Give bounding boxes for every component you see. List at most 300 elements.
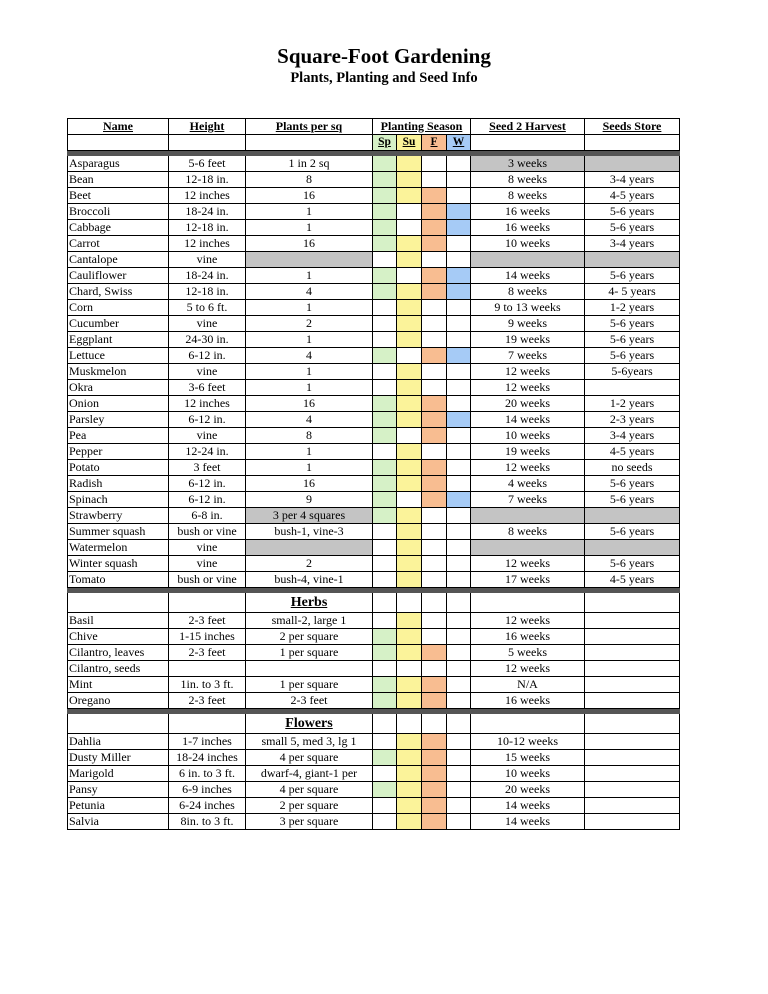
- seed-to-harvest: 3 weeks: [471, 156, 585, 172]
- season-summer-cell: [397, 629, 422, 645]
- plant-name: Corn: [68, 300, 169, 316]
- season-winter-cell: [447, 332, 471, 348]
- seed-to-harvest: 15 weeks: [471, 750, 585, 766]
- plant-name: Winter squash: [68, 556, 169, 572]
- plants-per-square: 16: [246, 396, 373, 412]
- seed-to-harvest: 14 weeks: [471, 814, 585, 830]
- season-winter-cell: [447, 693, 471, 709]
- seed-to-harvest: 10 weeks: [471, 236, 585, 252]
- seed-to-harvest: 16 weeks: [471, 629, 585, 645]
- season-spring-cell: [373, 188, 397, 204]
- table-row: [68, 268, 680, 284]
- plants-per-square: 1: [246, 268, 373, 284]
- seed-to-harvest: 8 weeks: [471, 524, 585, 540]
- col-plants-header: Plants per sq: [246, 119, 373, 135]
- plant-height: vine: [169, 364, 246, 380]
- season-winter-cell: [447, 492, 471, 508]
- table-row: [68, 645, 680, 661]
- blank-cell: [447, 593, 471, 613]
- plant-height: vine: [169, 252, 246, 268]
- seeds-store: [585, 156, 680, 172]
- season-spring-cell: [373, 364, 397, 380]
- seeds-store: 5-6 years: [585, 204, 680, 220]
- plant-name: Eggplant: [68, 332, 169, 348]
- table-row: [68, 332, 680, 348]
- season-summer-cell: [397, 252, 422, 268]
- season-summer-cell: [397, 172, 422, 188]
- season-spring-cell: [373, 460, 397, 476]
- table-row: [68, 508, 680, 524]
- season-winter-cell: [447, 236, 471, 252]
- plant-height: vine: [169, 428, 246, 444]
- season-winter-cell: [447, 613, 471, 629]
- plant-height: 18-24 in.: [169, 204, 246, 220]
- season-winter-cell: [447, 476, 471, 492]
- season-fall-cell: [422, 156, 447, 172]
- seed-to-harvest: 19 weeks: [471, 444, 585, 460]
- table-row: [68, 476, 680, 492]
- season-summer-cell: [397, 556, 422, 572]
- table-row: [68, 396, 680, 412]
- table-row: [68, 428, 680, 444]
- blank-cell: [373, 593, 397, 613]
- plants-per-square: 1: [246, 300, 373, 316]
- table-body: [68, 151, 680, 830]
- season-fall-cell: [422, 629, 447, 645]
- seeds-store: [585, 766, 680, 782]
- seeds-store: [585, 814, 680, 830]
- plant-height: 6-12 in.: [169, 412, 246, 428]
- plants-per-square: 1 per square: [246, 645, 373, 661]
- section-heading-row: [68, 593, 680, 613]
- seed-to-harvest: 20 weeks: [471, 396, 585, 412]
- plant-name: Cilantro, leaves: [68, 645, 169, 661]
- plant-height: 3-6 feet: [169, 380, 246, 396]
- blank-cell: [397, 714, 422, 734]
- plant-name: Dusty Miller: [68, 750, 169, 766]
- season-winter-cell: [447, 782, 471, 798]
- season-fall-cell: [422, 645, 447, 661]
- season-spring-cell: [373, 284, 397, 300]
- table-row: [68, 629, 680, 645]
- season-fall-cell: [422, 236, 447, 252]
- season-spring-cell: [373, 693, 397, 709]
- season-winter-cell: [447, 188, 471, 204]
- plants-per-square: 8: [246, 172, 373, 188]
- plant-height: 1in. to 3 ft.: [169, 677, 246, 693]
- season-winter-cell: [447, 661, 471, 677]
- plant-height: 12 inches: [169, 188, 246, 204]
- table-row: [68, 798, 680, 814]
- season-fall-cell: [422, 572, 447, 588]
- plant-name: Pepper: [68, 444, 169, 460]
- season-summer-cell: [397, 316, 422, 332]
- season-winter-cell: [447, 645, 471, 661]
- season-fall-cell: [422, 172, 447, 188]
- season-spring-cell: [373, 492, 397, 508]
- col-harvest-header: Seed 2 Harvest: [471, 119, 585, 135]
- plant-height: 12-18 in.: [169, 172, 246, 188]
- seeds-store: [585, 782, 680, 798]
- seeds-store: [585, 629, 680, 645]
- plant-height: 8in. to 3 ft.: [169, 814, 246, 830]
- table-row: [68, 172, 680, 188]
- blank-cell: [169, 593, 246, 613]
- seeds-store: 3-4 years: [585, 428, 680, 444]
- season-fall-cell: [422, 380, 447, 396]
- season-summer-cell: [397, 508, 422, 524]
- plant-height: 6-9 inches: [169, 782, 246, 798]
- seeds-store: [585, 645, 680, 661]
- season-fall-cell: [422, 220, 447, 236]
- season-spring-cell: [373, 428, 397, 444]
- plant-name: Pea: [68, 428, 169, 444]
- season-spring-cell: [373, 677, 397, 693]
- season-summer-cell: [397, 300, 422, 316]
- seed-to-harvest: 17 weeks: [471, 572, 585, 588]
- col-season-header: Planting Season: [373, 119, 471, 135]
- season-winter-cell: [447, 428, 471, 444]
- seeds-store: [585, 750, 680, 766]
- plant-name: Onion: [68, 396, 169, 412]
- plant-name: Pansy: [68, 782, 169, 798]
- seeds-store: 4-5 years: [585, 188, 680, 204]
- season-fall-cell: [422, 476, 447, 492]
- col-name-header: Name: [68, 119, 169, 135]
- season-spring-cell: [373, 814, 397, 830]
- plants-per-square: 9: [246, 492, 373, 508]
- table-row: [68, 348, 680, 364]
- season-spring-cell: [373, 524, 397, 540]
- season-fall-cell: [422, 734, 447, 750]
- garden-table: [67, 118, 680, 830]
- season-summer-cell: [397, 156, 422, 172]
- plants-per-square: 3 per square: [246, 814, 373, 830]
- season-summer-cell: [397, 677, 422, 693]
- plants-per-square: 16: [246, 188, 373, 204]
- plants-per-square: 1: [246, 460, 373, 476]
- seeds-store: 5-6 years: [585, 492, 680, 508]
- season-spring-cell: [373, 782, 397, 798]
- season-fall-header: F: [422, 135, 447, 151]
- seed-to-harvest: 14 weeks: [471, 412, 585, 428]
- season-fall-cell: [422, 782, 447, 798]
- plant-height: 18-24 in.: [169, 268, 246, 284]
- season-spring-cell: [373, 252, 397, 268]
- season-spring-cell: [373, 629, 397, 645]
- seed-to-harvest: 8 weeks: [471, 172, 585, 188]
- season-fall-cell: [422, 300, 447, 316]
- seed-to-harvest: 9 weeks: [471, 316, 585, 332]
- table-row: [68, 734, 680, 750]
- table-row: [68, 188, 680, 204]
- season-winter-cell: [447, 444, 471, 460]
- seeds-store: 5-6 years: [585, 348, 680, 364]
- season-winter-cell: [447, 316, 471, 332]
- plants-per-square: 4: [246, 412, 373, 428]
- plant-height: bush or vine: [169, 524, 246, 540]
- seeds-store: 5-6 years: [585, 268, 680, 284]
- season-fall-cell: [422, 252, 447, 268]
- season-fall-cell: [422, 428, 447, 444]
- seed-to-harvest: 8 weeks: [471, 188, 585, 204]
- season-spring-cell: [373, 661, 397, 677]
- plant-name: Marigold: [68, 766, 169, 782]
- plants-per-square: 2 per square: [246, 629, 373, 645]
- season-spring-cell: [373, 444, 397, 460]
- plant-name: Summer squash: [68, 524, 169, 540]
- table-row: [68, 204, 680, 220]
- season-spring-cell: [373, 476, 397, 492]
- table-row: [68, 252, 680, 268]
- season-spring-cell: [373, 645, 397, 661]
- season-winter-cell: [447, 380, 471, 396]
- table-row: [68, 766, 680, 782]
- seeds-store: 4-5 years: [585, 572, 680, 588]
- seed-to-harvest: 12 weeks: [471, 380, 585, 396]
- season-spring-cell: [373, 412, 397, 428]
- seeds-store: 3-4 years: [585, 236, 680, 252]
- plant-name: Muskmelon: [68, 364, 169, 380]
- plant-height: 6-12 in.: [169, 348, 246, 364]
- seed-to-harvest: 12 weeks: [471, 556, 585, 572]
- plant-name: Radish: [68, 476, 169, 492]
- season-winter-cell: [447, 734, 471, 750]
- plant-name: Oregano: [68, 693, 169, 709]
- season-summer-cell: [397, 572, 422, 588]
- plants-per-square: 2-3 feet: [246, 693, 373, 709]
- season-winter-cell: [447, 524, 471, 540]
- plant-name: Salvia: [68, 814, 169, 830]
- plant-name: Okra: [68, 380, 169, 396]
- seeds-store: 4-5 years: [585, 444, 680, 460]
- season-fall-cell: [422, 204, 447, 220]
- plant-height: 6 in. to 3 ft.: [169, 766, 246, 782]
- season-summer-header: Su: [397, 135, 422, 151]
- season-spring-cell: [373, 508, 397, 524]
- seeds-store: 2-3 years: [585, 412, 680, 428]
- seed-to-harvest: [471, 540, 585, 556]
- season-fall-cell: [422, 540, 447, 556]
- season-fall-cell: [422, 766, 447, 782]
- plant-name: Spinach: [68, 492, 169, 508]
- season-summer-cell: [397, 396, 422, 412]
- seed-to-harvest: 12 weeks: [471, 661, 585, 677]
- season-winter-cell: [447, 540, 471, 556]
- blank-cell: [585, 593, 680, 613]
- season-winter-cell: [447, 750, 471, 766]
- seed-to-harvest: 12 weeks: [471, 613, 585, 629]
- plants-per-square: [246, 540, 373, 556]
- plant-height: 18-24 inches: [169, 750, 246, 766]
- season-summer-cell: [397, 284, 422, 300]
- plant-height: 12 inches: [169, 236, 246, 252]
- season-winter-cell: [447, 284, 471, 300]
- plants-per-square: [246, 252, 373, 268]
- season-winter-cell: [447, 814, 471, 830]
- season-summer-cell: [397, 412, 422, 428]
- seeds-store: 5-6 years: [585, 556, 680, 572]
- plant-height: 12-18 in.: [169, 220, 246, 236]
- plant-name: Cabbage: [68, 220, 169, 236]
- table-row: [68, 236, 680, 252]
- table-row: [68, 540, 680, 556]
- plant-height: vine: [169, 556, 246, 572]
- section-heading-row: [68, 714, 680, 734]
- plants-per-square: 1 in 2 sq: [246, 156, 373, 172]
- plants-per-square: 1: [246, 380, 373, 396]
- season-spring-cell: [373, 268, 397, 284]
- season-summer-cell: [397, 236, 422, 252]
- season-summer-cell: [397, 364, 422, 380]
- table-row: [68, 156, 680, 172]
- season-winter-cell: [447, 220, 471, 236]
- table-row: [68, 814, 680, 830]
- plants-per-square: 1: [246, 204, 373, 220]
- season-summer-cell: [397, 332, 422, 348]
- plant-height: vine: [169, 540, 246, 556]
- season-spring-cell: [373, 613, 397, 629]
- season-spring-cell: [373, 300, 397, 316]
- plant-name: Tomato: [68, 572, 169, 588]
- plant-name: Asparagus: [68, 156, 169, 172]
- plant-name: Basil: [68, 613, 169, 629]
- plant-height: 6-12 in.: [169, 492, 246, 508]
- blank-cell: [447, 714, 471, 734]
- season-subheader-row: [68, 135, 680, 151]
- seeds-store: [585, 508, 680, 524]
- seeds-store: 5-6 years: [585, 524, 680, 540]
- table-row: [68, 782, 680, 798]
- plants-per-square: 1: [246, 444, 373, 460]
- season-fall-cell: [422, 693, 447, 709]
- plant-height: 24-30 in.: [169, 332, 246, 348]
- season-spring-cell: [373, 332, 397, 348]
- plants-per-square: 8: [246, 428, 373, 444]
- plant-height: 5-6 feet: [169, 156, 246, 172]
- season-spring-cell: [373, 396, 397, 412]
- table-row: [68, 492, 680, 508]
- table-row: [68, 750, 680, 766]
- seed-to-harvest: 19 weeks: [471, 332, 585, 348]
- seeds-store: [585, 613, 680, 629]
- season-spring-cell: [373, 734, 397, 750]
- seed-to-harvest: [471, 252, 585, 268]
- season-summer-cell: [397, 428, 422, 444]
- page-subtitle: Plants, Planting and Seed Info: [290, 70, 478, 86]
- season-winter-cell: [447, 572, 471, 588]
- season-summer-cell: [397, 380, 422, 396]
- seed-to-harvest: N/A: [471, 677, 585, 693]
- plants-per-square: [246, 661, 373, 677]
- seeds-store: [585, 661, 680, 677]
- season-winter-cell: [447, 629, 471, 645]
- plant-height: 6-24 inches: [169, 798, 246, 814]
- table-row: [68, 220, 680, 236]
- season-fall-cell: [422, 284, 447, 300]
- seed-to-harvest: 8 weeks: [471, 284, 585, 300]
- season-summer-cell: [397, 444, 422, 460]
- seeds-store: [585, 693, 680, 709]
- season-fall-cell: [422, 460, 447, 476]
- seed-to-harvest: 4 weeks: [471, 476, 585, 492]
- season-fall-cell: [422, 677, 447, 693]
- table-row: [68, 412, 680, 428]
- season-spring-cell: [373, 316, 397, 332]
- seed-to-harvest: 20 weeks: [471, 782, 585, 798]
- seeds-store: 5-6years: [585, 364, 680, 380]
- season-summer-cell: [397, 348, 422, 364]
- plants-per-square: 4: [246, 284, 373, 300]
- plant-name: Potato: [68, 460, 169, 476]
- season-summer-cell: [397, 476, 422, 492]
- plant-height: 1-15 inches: [169, 629, 246, 645]
- plant-height: 2-3 feet: [169, 693, 246, 709]
- season-summer-cell: [397, 220, 422, 236]
- plants-per-square: bush-4, vine-1: [246, 572, 373, 588]
- season-spring-cell: [373, 348, 397, 364]
- seed-to-harvest: 9 to 13 weeks: [471, 300, 585, 316]
- season-winter-cell: [447, 348, 471, 364]
- plant-name: Cantalope: [68, 252, 169, 268]
- season-spring-cell: [373, 766, 397, 782]
- season-fall-cell: [422, 556, 447, 572]
- season-summer-cell: [397, 268, 422, 284]
- seeds-store: 3-4 years: [585, 172, 680, 188]
- seed-to-harvest: 16 weeks: [471, 693, 585, 709]
- plant-name: Chive: [68, 629, 169, 645]
- seed-to-harvest: 10 weeks: [471, 428, 585, 444]
- seed-to-harvest: 7 weeks: [471, 348, 585, 364]
- blank-cell: [471, 593, 585, 613]
- plant-name: Lettuce: [68, 348, 169, 364]
- plants-per-square: 2 per square: [246, 798, 373, 814]
- season-fall-cell: [422, 412, 447, 428]
- season-fall-cell: [422, 188, 447, 204]
- blank-cell: [422, 593, 447, 613]
- blank-cell: [397, 593, 422, 613]
- seeds-store: no seeds: [585, 460, 680, 476]
- seed-to-harvest: 14 weeks: [471, 798, 585, 814]
- season-winter-cell: [447, 396, 471, 412]
- season-winter-cell: [447, 156, 471, 172]
- season-spring-cell: [373, 380, 397, 396]
- plant-name: Cilantro, seeds: [68, 661, 169, 677]
- season-winter-cell: [447, 460, 471, 476]
- table-row: [68, 284, 680, 300]
- seed-to-harvest: 12 weeks: [471, 364, 585, 380]
- season-fall-cell: [422, 613, 447, 629]
- section-heading: Herbs: [246, 593, 373, 613]
- plant-name: Chard, Swiss: [68, 284, 169, 300]
- season-summer-cell: [397, 540, 422, 556]
- seed-to-harvest: 5 weeks: [471, 645, 585, 661]
- plant-height: 5 to 6 ft.: [169, 300, 246, 316]
- table-row: [68, 556, 680, 572]
- season-spring-cell: [373, 540, 397, 556]
- season-summer-cell: [397, 524, 422, 540]
- season-winter-header: W: [447, 135, 471, 151]
- season-fall-cell: [422, 348, 447, 364]
- col-height-header: Height: [169, 119, 246, 135]
- plant-height: [169, 661, 246, 677]
- seeds-store: [585, 540, 680, 556]
- season-summer-cell: [397, 734, 422, 750]
- table-row: [68, 300, 680, 316]
- season-fall-cell: [422, 492, 447, 508]
- plant-height: 1-7 inches: [169, 734, 246, 750]
- season-winter-cell: [447, 268, 471, 284]
